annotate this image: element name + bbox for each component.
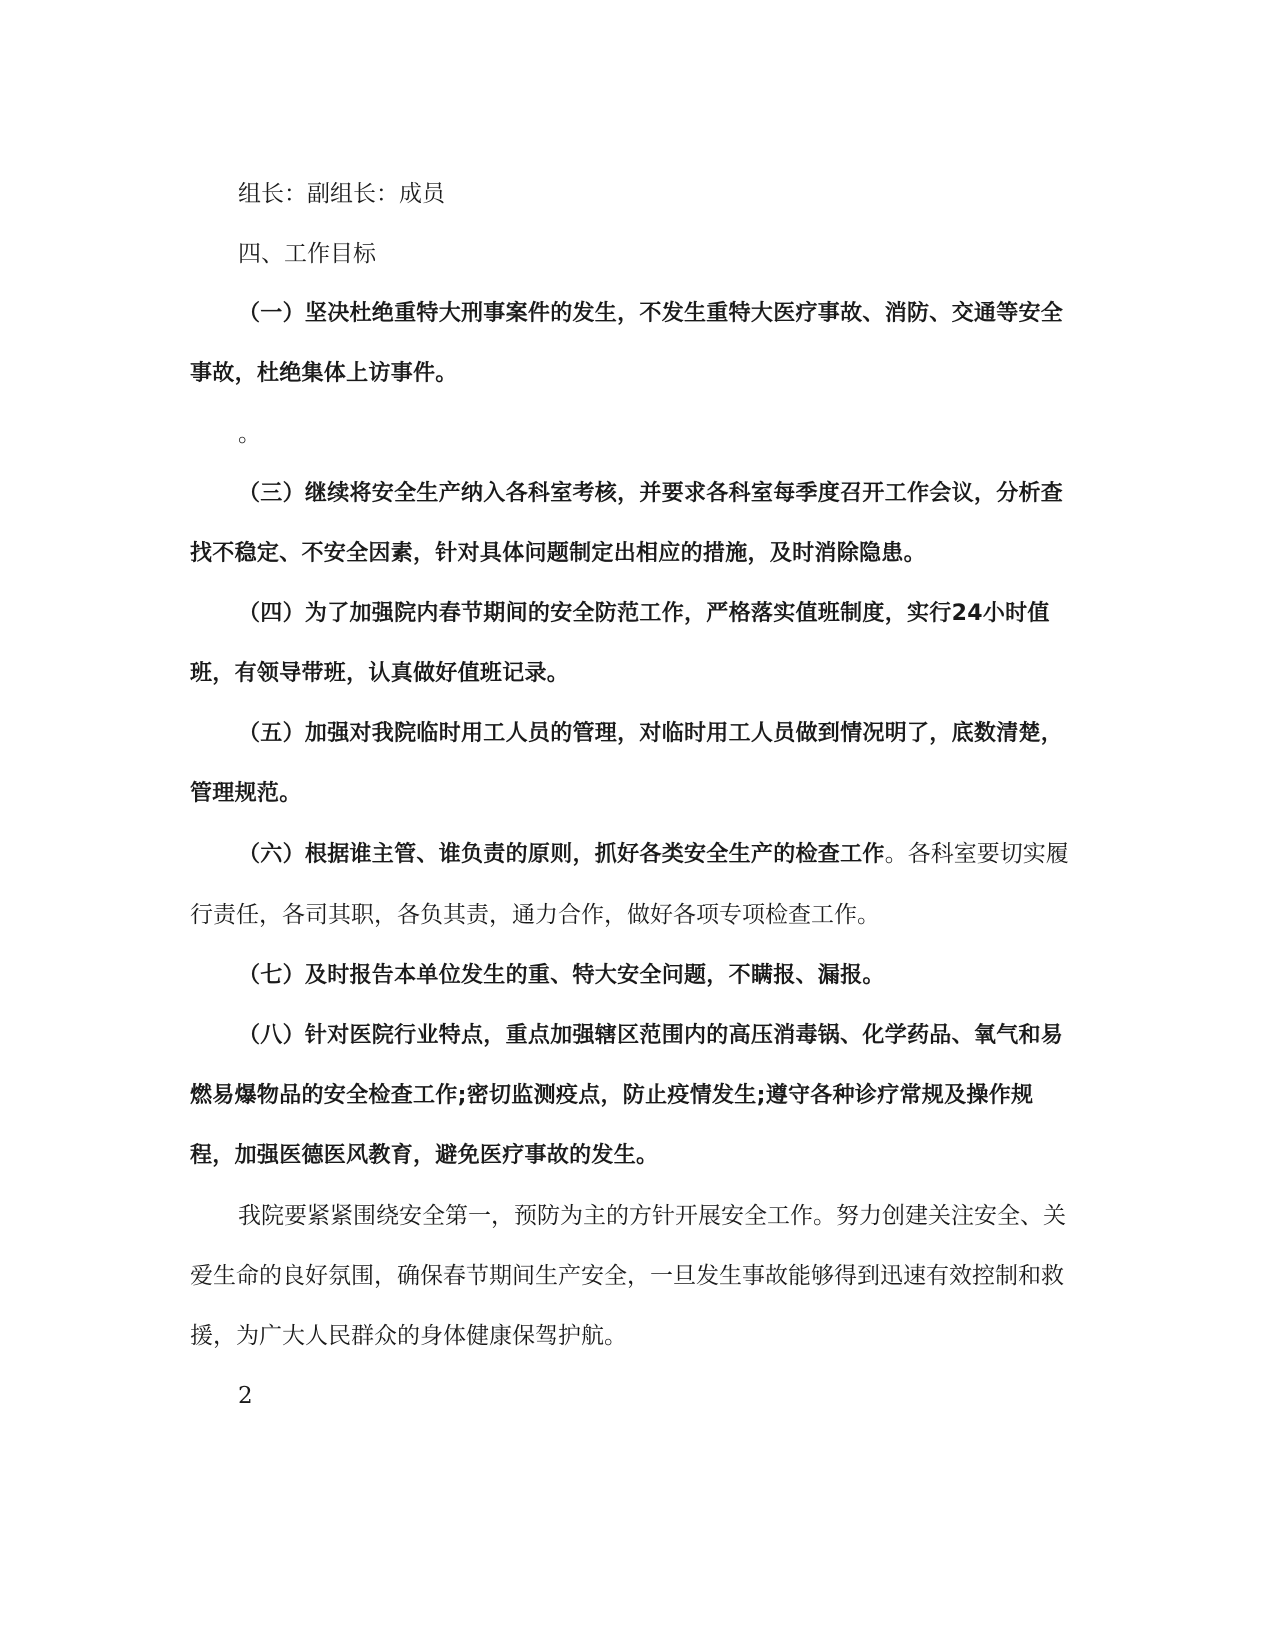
goal-item-5: （五）加强对我院临时用工人员的管理，对临时用工人员做到情况明了，底数清楚，管理规范。 xyxy=(190,721,1064,806)
section-heading-goals: 四、工作目标 xyxy=(238,241,376,267)
stray-period-line: 。 xyxy=(238,421,261,447)
document-body xyxy=(190,164,1074,1426)
team-members-line: 组长：副组长：成员 xyxy=(238,181,445,207)
goal-item-1: （一）坚决杜绝重特大刑事案件的发生，不发生重特大医疗事故、消防、交通等安全事故，杜绝集体上访事件。 xyxy=(190,301,1064,386)
goal-item-3: （三）继续将安全生产纳入各科室考核，并要求各科室每季度召开工作会议，分析查找不稳定、不安全因素，针对具体问题制定出相应的措施，及时消除隐患。 xyxy=(190,481,1064,566)
goal-item-6 xyxy=(190,824,1074,946)
goal-item-8: （八）针对医院行业特点，重点加强辖区范围内的高压消毒锅、化学药品、氧气和易燃易爆物品的安全检查工作;密切监测疫点，防止疫情发生;遵守各种诊疗常规及操作规程，加强医德医风教育，避免医疗事故的发生。 xyxy=(190,1023,1064,1168)
page-number: 2 xyxy=(238,1383,253,1409)
goal-item-4: （四）为了加强院内春节期间的安全防范工作，严格落实值班制度，实行24小时值班，有领导带班，认真做好值班记录。 xyxy=(190,601,1050,686)
closing-paragraph: 我院要紧紧围绕安全第一，预防为主的方针开展安全工作。努力创建关注安全、关爱生命的良好氛围，确保春节期间生产安全，一旦发生事故能够得到迅速有效控制和救援，为广大人民群众的身体健康保驾护航。 xyxy=(190,1203,1066,1349)
goal-item-6-bold: （六）根据谁主管、谁负责的原则，抓好各类安全生产的检查工作 xyxy=(238,842,885,867)
goal-item-6-normal: 。各科室要切实履行责任，各司其职，各负其责，通力合作，做好各项专项检查工作。 xyxy=(190,841,1069,928)
goal-item-7: （七）及时报告本单位发生的重、特大安全问题，不瞒报、漏报。 xyxy=(238,963,885,988)
